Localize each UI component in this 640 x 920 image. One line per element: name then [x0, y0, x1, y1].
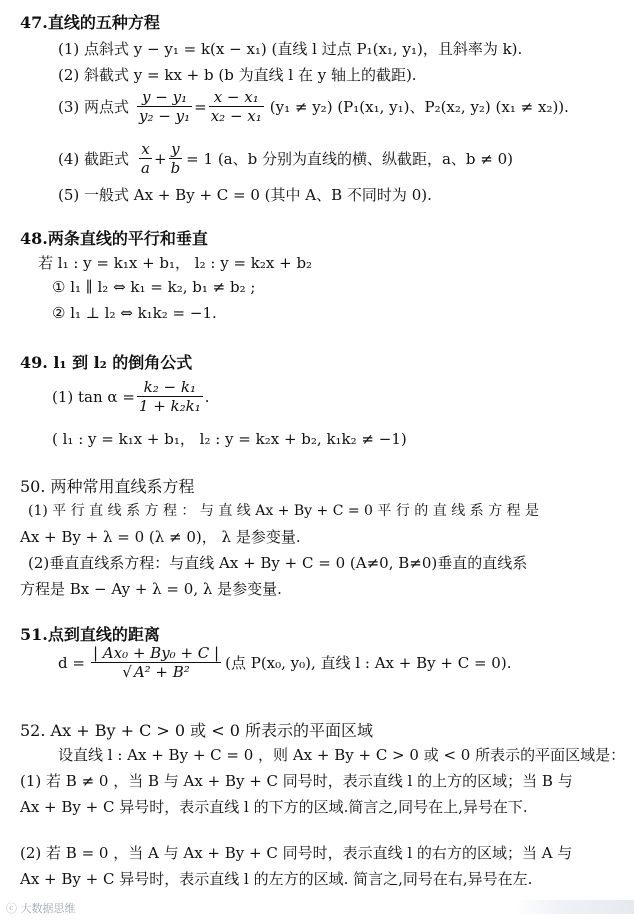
general-form: (5) 一般式 Ax + By + C = 0 (其中 A、B 不同时为 0). [58, 186, 432, 204]
intercept-frac-x [139, 140, 152, 177]
frac-denominator: 1 + k₂k₁ [138, 397, 201, 415]
frac-numerator: y − y₁ [137, 88, 192, 107]
angle-formula: (1) tan α = $\frac{\text{k₂ − k₁}}{\text{1 + k₂k₁}}$ . [52, 378, 210, 415]
frac-numerator: k₂ − k₁ [137, 378, 203, 397]
section-49-title: 49. l₁ 到 l₂ 的倒角公式 [20, 353, 193, 372]
intercept-label: (4) 截距式 [58, 150, 130, 168]
point-slope-form: (1) 点斜式 y − y₁ = k(x − x₁) (直线 l 过点 P₁(x₁, y₁)，且斜率为 k). [58, 40, 523, 58]
section-48-title: 48.两条直线的平行和垂直 [20, 229, 208, 248]
intercept-conditions: = 1 (a、b 分别为直线的横、纵截距，a、b ≠ 0) [186, 150, 514, 168]
angle-formula-label: (1) tan α = [52, 387, 135, 406]
frac-numerator: y [169, 140, 183, 159]
frac-numerator: x [139, 140, 152, 159]
distance-conditions: (点 P(x₀, y₀), 直线 l : Ax + By + C = 0). [225, 654, 512, 672]
distance-lhs: d = [58, 653, 85, 672]
parallel-condition: ① l₁ ∥ l₂ ⇔ k₁ = k₂, b₁ ≠ b₂ ; [52, 278, 256, 296]
region-case-2-line-2: Ax + By + C 异号时，表示直线 l 的左方的区域. 简言之,同号在右,异号在左. [20, 870, 533, 888]
parallel-family-line-1: (1) 平 行 直 线 系 方 程 ： 与 直 线 Ax + By + C = 0 平 行 的 直 线 系 方 程 是 [28, 503, 539, 519]
two-point-frac-2 [209, 88, 264, 125]
two-point-form: (3) 两点式 $\frac{\text{y − y₁}}{\text{y₂ − y₁}}$ = $\frac{\text{x − x₁}}{\text{x₂ − x₁}}$ (y₁ ≠ y₂) (P₁(x₁, y₁)、P₂(x₂, y₂) (x₁ ≠ x₂)). [58, 88, 569, 125]
frac-denominator: √ A² + B² [122, 663, 190, 681]
section-50-title: 50. 两种常用直线系方程 [20, 477, 195, 496]
intercept-frac-y [169, 140, 183, 177]
watermark-icon: ⓒ [6, 902, 17, 915]
angle-formula-frac [137, 378, 203, 415]
frac-denominator: b [170, 159, 181, 177]
watermark-text: 大数据思维 [20, 902, 76, 915]
distance-formula [58, 644, 511, 681]
lines-definition: 若 l₁ : y = k₁x + b₁， l₂ : y = k₂x + b₂ [38, 254, 313, 272]
parallel-family-line-2: Ax + By + λ = 0 (λ ≠ 0)， λ 是参变量. [20, 528, 301, 546]
region-intro: 设直线 l : Ax + By + C = 0 ，则 Ax + By + C > 0 或 < 0 所表示的平面区域是： [58, 746, 626, 764]
frac-denominator: a [141, 159, 150, 177]
region-case-1-line-2: Ax + By + C 异号时，表示直线 l 的下方的区域.简言之,同号在上,异号在下. [20, 798, 528, 816]
two-point-label: (3) 两点式 [58, 98, 130, 116]
frac-denominator: y₂ − y₁ [139, 107, 191, 125]
section-51-title: 51.点到直线的距离 [20, 625, 160, 644]
perpendicular-condition: ② l₁ ⊥ l₂ ⇔ k₁k₂ = −1. [52, 304, 217, 322]
sqrt-radicand: A² + B² [133, 663, 190, 681]
slope-intercept-form: (2) 斜截式 y = kx + b (b 为直线 l 在 y 轴上的截距). [58, 66, 417, 84]
section-47-title: 47.直线的五种方程 [20, 13, 160, 32]
watermark [6, 900, 76, 916]
frac-denominator: x₂ − x₁ [210, 107, 262, 125]
perpendicular-family-line-2: 方程是 Bx − Ay + λ = 0, λ 是参变量. [20, 580, 282, 598]
frac-numerator: | Ax₀ + By₀ + C | [92, 644, 220, 662]
region-case-2-line-1: (2) 若 B = 0 ，当 A 与 Ax + By + C 同号时，表示直线 l 的右方的区域；当 A 与 [20, 844, 573, 862]
watermark-fade [514, 900, 634, 914]
section-52-title: 52. Ax + By + C > 0 或 < 0 所表示的平面区域 [20, 721, 373, 740]
region-case-1-line-1: (1) 若 B ≠ 0 ，当 B 与 Ax + By + C 同号时，表示直线 l 的上方的区域；当 B 与 [20, 772, 573, 790]
angle-formula-conditions: ( l₁ : y = k₁x + b₁， l₂ : y = k₂x + b₂, k₁k₂ ≠ −1) [52, 430, 407, 448]
distance-frac [91, 644, 221, 681]
intercept-form: (4) 截距式 $\frac{x}{a}$ + $\frac{y}{b}$ = 1 (a、b 分别为直线的横、纵截距，a、b ≠ 0) [58, 140, 514, 177]
frac-numerator: x − x₁ [209, 88, 264, 107]
perpendicular-family-line-1: (2)垂直直线系方程：与直线 Ax + By + C = 0 (A≠0, B≠0)垂直的直线系 [28, 554, 528, 572]
two-point-frac-1 [137, 88, 192, 125]
two-point-conditions: (y₁ ≠ y₂) (P₁(x₁, y₁)、P₂(x₂, y₂) (x₁ ≠ x₂)). [269, 98, 569, 116]
